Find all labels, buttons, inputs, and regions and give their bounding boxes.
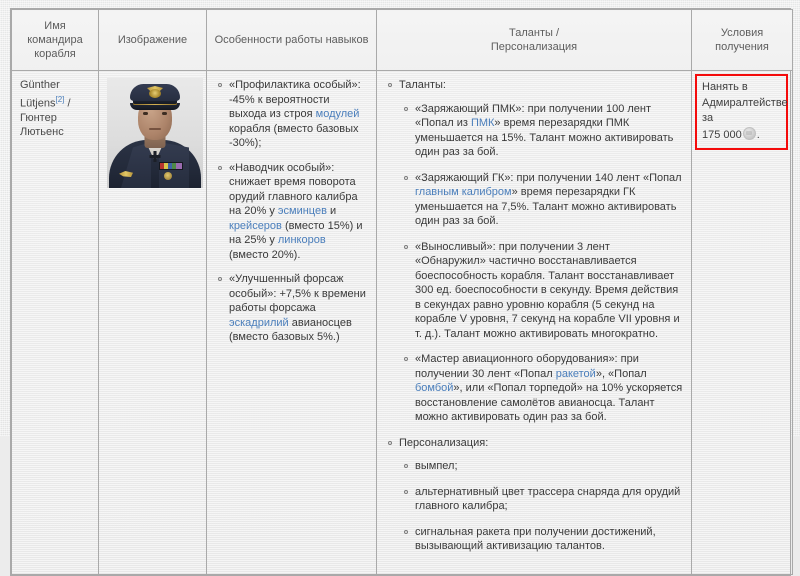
cell-skill-features: [207, 71, 377, 575]
talent-text: «Заряжающий ПМК»: при получении 100 лент «Попал из ПМК» время перезарядки ПМК уменьшается на 15%. Талант можно активировать один раз за бой.: [415, 102, 674, 158]
acquisition-amount: 175 000: [702, 128, 742, 141]
talent-text: «Выносливый»: при получении 3 лент «Обнаружил» частично восстанавливается боеспособность корабля. Талант восстанавливает 300 ед. боеспособности в секунду. Время действия в секундах равно уровню корабля (5 секунд на корабле V уровня, 7 секунд на корабле VII уровня и т. д.). Талант можно активировать многократно.: [415, 240, 680, 340]
header-line-1: Условия: [720, 27, 764, 39]
list-item: [415, 525, 683, 554]
inline-link[interactable]: бомбой: [415, 382, 454, 394]
table-row: [12, 71, 793, 575]
list-item: [229, 78, 368, 151]
column-header-skills: [207, 10, 377, 71]
cell-acquisition-conditions: [692, 71, 793, 575]
header-line-1: Имя: [44, 20, 66, 32]
table-header-row: [12, 10, 793, 71]
cell-commander-name: [12, 71, 99, 575]
list-item: [229, 272, 368, 345]
skill-text: «Наводчик особый»: снижает время поворота орудий главного калибра на 20% у эсминцев и крейсеров (вместо 15%) и на 25% у линкоров (вместо 20%).: [229, 161, 363, 261]
skill-text: «Улучшенный форсаж особый»: +7,5% к времени работы форсажа эскадрилий авианосцев (вместо базовых 5%.): [229, 273, 366, 343]
list-item: [415, 102, 683, 160]
list-item: [399, 436, 683, 554]
header-line-3: корабля: [34, 48, 76, 60]
skill-text: «Профилактика особый»: -45% к вероятности выхода из строя модулей корабля (вместо базовых -30%);: [229, 79, 361, 149]
inline-link[interactable]: крейсеров: [229, 219, 282, 232]
personalization-text: сигнальная ракета при получении достижений, вызывающий активизацию талантов.: [415, 525, 656, 552]
list-item: [415, 485, 683, 514]
header-line-2: командира: [27, 34, 83, 46]
personalization-heading: Персонализация:: [399, 436, 489, 449]
commander-name-cyrillic-line2: Лютьенс: [20, 126, 64, 139]
reference-marker[interactable]: [2]: [55, 94, 65, 104]
inline-link[interactable]: ракетой: [555, 367, 596, 380]
list-item: [415, 459, 683, 474]
list-item: [229, 161, 368, 263]
portrait-eye-right: [162, 112, 167, 115]
header-line-1: Таланты /: [508, 27, 559, 39]
name-separator: /: [64, 97, 71, 110]
column-header-conditions: [692, 10, 793, 71]
commander-table-container: [10, 8, 791, 576]
acquisition-line-2: Адмиралтействе за: [702, 96, 788, 124]
column-header-talents: [377, 10, 692, 71]
personalization-list: [399, 459, 683, 554]
personalization-text: вымпел;: [415, 460, 458, 472]
inline-link[interactable]: главным калибром: [415, 186, 512, 198]
steel-resource-icon: [743, 127, 756, 140]
talents-heading: Таланты:: [399, 79, 446, 91]
commander-table: [11, 9, 793, 575]
column-header-image: [99, 10, 207, 71]
header-label: Изображение: [117, 34, 188, 46]
acquisition-highlight-box: [695, 74, 788, 150]
list-item: [415, 352, 683, 425]
table-body: [12, 71, 793, 575]
talents-root-list: [385, 78, 683, 554]
cell-commander-image: [99, 71, 207, 575]
inline-link[interactable]: эсминцев: [277, 205, 327, 217]
skills-list: [215, 78, 368, 345]
list-item: [415, 171, 683, 229]
list-item: [399, 78, 683, 425]
talent-text: «Мастер авиационного оборудования»: при получении 30 лент «Попал ракетой», «Попал бомбой», или «Попал торпедой» на 10% ускоряется восстановление самолётов авианосца. Талант можно активировать один раз за бой.: [415, 353, 683, 423]
column-header-commander-name: [12, 10, 99, 71]
talents-list: [399, 102, 683, 425]
commander-name-cyrillic-line1: Гюнтер: [20, 111, 57, 124]
cap-cockade-icon: [149, 89, 161, 98]
inline-link[interactable]: модулей: [315, 108, 360, 120]
header-line-2: получения: [715, 41, 769, 53]
list-item: [415, 240, 683, 342]
inline-link[interactable]: эскадрилий: [229, 316, 289, 329]
inline-link[interactable]: ПМК: [470, 117, 495, 129]
cell-talents-personalization: [377, 71, 692, 575]
acquisition-line-1: Нанять в: [702, 81, 748, 93]
commander-portrait[interactable]: [107, 78, 203, 188]
table-header: [12, 10, 793, 71]
portrait-eye-left: [143, 112, 148, 115]
personalization-text: альтернативный цвет трассера снаряда для орудий главного калибра;: [415, 485, 681, 512]
medal-ribbon-bar-icon: [159, 162, 183, 170]
header-line-2: Персонализация: [490, 41, 578, 53]
portrait-mouth: [149, 128, 161, 130]
inline-link[interactable]: линкоров: [277, 234, 326, 246]
war-badge-icon: [164, 172, 172, 180]
commander-name-latin: Günther Lütjens: [20, 79, 60, 110]
acquisition-trailing: .: [756, 128, 760, 141]
talent-text: «Заряжающий ГК»: при получении 140 лент «Попал главным калибром» время перезарядки ГК уменьшается на 7,5%. Талант можно активировать один раз за бой.: [415, 171, 682, 227]
header-label: Особенности работы навыков: [214, 34, 369, 46]
